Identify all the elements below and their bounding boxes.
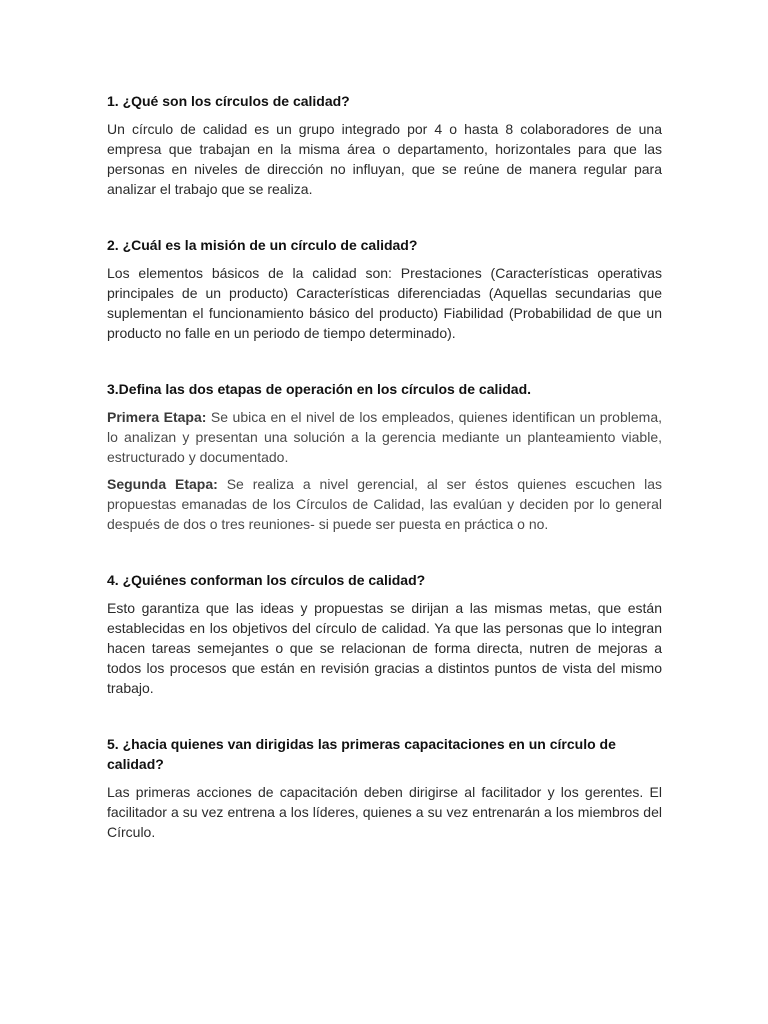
question-2-heading: 2. ¿Cuál es la misión de un círculo de calidad? <box>107 237 418 253</box>
stage-1-text: Se ubica en el nivel de los empleados, quienes identifican un problema, lo analizan y presentan una solución a la gerencia mediante un planteamiento viable, estructurado y documentado. <box>107 409 662 465</box>
stage-1-label: Primera Etapa: <box>107 409 207 425</box>
stage-2-label: Segunda Etapa: <box>107 476 218 492</box>
stage-2-paragraph <box>107 474 662 534</box>
answer-5-paragraph: Las primeras acciones de capacitación deben dirigirse al facilitador y los gerentes. El facilitador a su vez entrena a los líderes, quienes a su vez entrenarán a los miembros del Círculo. <box>107 784 662 840</box>
question-4-heading: 4. ¿Quiénes conforman los círculos de calidad? <box>107 572 426 588</box>
question-3-heading: 3.Defina las dos etapas de operación en los círculos de calidad. <box>107 381 532 397</box>
section-1 <box>107 91 662 199</box>
section-2 <box>107 235 662 343</box>
answer-4-paragraph: Esto garantiza que las ideas y propuestas se dirijan a las mismas metas, que están establecidas en los objetivos del círculo de calidad. Ya que las personas que lo integran hacen tareas semejantes o que se relacionan de forma directa, nutren de mejoras a todos los procesos que están en revisión gracias a distintos puntos de vista del mismo trabajo. <box>107 600 662 696</box>
question-5-heading: 5. ¿hacia quienes van dirigidas las primeras capacitaciones en un círculo de calidad? <box>107 736 616 772</box>
section-3 <box>107 379 662 534</box>
answer-2-paragraph: Los elementos básicos de la calidad son: Prestaciones (Características operativas principales de un producto) Características diferenciadas (Aquellas secundarias que suplementan el funcionamiento básico del producto) Fiabilidad (Probabilidad de que un producto no falle en un periodo de tiempo determinado). <box>107 265 662 341</box>
section-4 <box>107 570 662 698</box>
question-1-heading: 1. ¿Qué son los círculos de calidad? <box>107 93 350 109</box>
stage-2-text: Se realiza a nivel gerencial, al ser éstos quienes escuchen las propuestas emanadas de los Círculos de Calidad, las evalúan y deciden por lo general después de dos o tres reuniones- si puede ser puesta en práctica o no. <box>107 476 663 532</box>
answer-1-paragraph: Un círculo de calidad es un grupo integrado por 4 o hasta 8 colaboradores de una empresa que trabajan en la misma área o departamento, horizontales para que las personas en niveles de dirección no influyan, que se reúne de manera regular para analizar el trabajo que se realiza. <box>107 121 662 197</box>
section-5 <box>107 734 662 842</box>
stage-1-paragraph <box>107 407 662 467</box>
